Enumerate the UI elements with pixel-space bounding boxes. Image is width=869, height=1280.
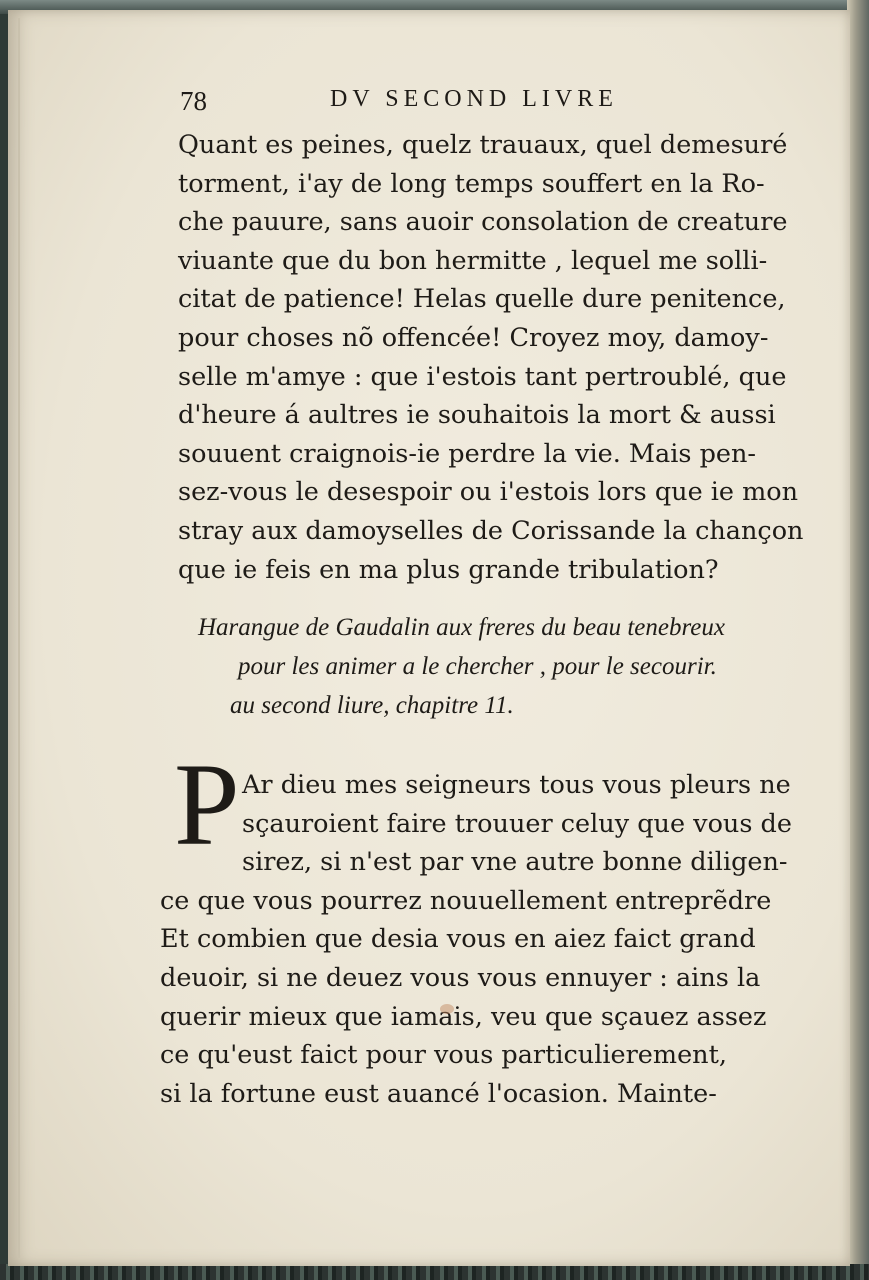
second-paragraph <box>160 766 792 1113</box>
text-line: Quant es peines, quelz trauaux, quel demesuré <box>178 130 788 160</box>
text-line: che pauure, sans auoir consolation de creature <box>178 207 788 238</box>
text-line: si la fortune eust auancé l'ocasion. Mainte- <box>160 1078 717 1109</box>
text-line: stray aux damoyselles de Corissande la chançon <box>178 515 804 546</box>
text-line: selle m'amye : que i'estois tant pertroublé, que <box>178 361 787 392</box>
drop-cap: P <box>174 739 240 870</box>
heading-line: au second liure, chapitre 11. <box>230 692 514 719</box>
text-line: querir mieux que iamais, veu que sçauez assez <box>160 1001 767 1032</box>
text-line: que ie feis en ma plus grande tribulation? <box>178 554 719 585</box>
text-line: ce que vous pourrez nouuellement entreprẽdre <box>160 885 772 916</box>
text-line: deuoir, si ne deuez vous vous ennuyer : ains la <box>160 962 761 993</box>
chapter-heading <box>198 608 798 725</box>
heading-line: pour les animer a le chercher , pour le secourir. <box>238 653 717 680</box>
book-fore-edge <box>847 0 869 1280</box>
page-header <box>180 86 680 130</box>
text-line: sez-vous le desespoir ou i'estois lors que ie mon <box>178 477 799 508</box>
text-line: d'heure á aultres ie souhaitois la mort & aussi <box>178 400 776 431</box>
text-line: souuent craignois-ie perdre la vie. Mais pen- <box>178 438 757 469</box>
body-paragraph <box>178 126 804 589</box>
paper-stain <box>440 1004 454 1014</box>
text-line: Et combien que desia vous en aiez faict grand <box>160 924 756 955</box>
text-line: Ar dieu mes seigneurs tous vous pleurs ne <box>242 770 791 800</box>
text-line: torment, i'ay de long temps souffert en la Ro- <box>178 168 765 199</box>
text-line: pour choses nõ offencée! Croyez moy, damoy- <box>178 322 769 353</box>
text-line: ce qu'eust faict pour vous particulierement, <box>160 1040 727 1071</box>
text-line: viuante que du bon hermitte , lequel me solli- <box>178 245 768 276</box>
text-line: sirez, si n'est par vne autre bonne diligen- <box>242 847 788 878</box>
heading-line: Harangue de Gaudalin aux freres du beau tenebreux <box>198 614 725 641</box>
text-line: sçauroient faire trouuer celuy que vous de <box>242 808 792 839</box>
running-head: DV SECOND LIVRE <box>330 86 618 112</box>
gutter-line <box>18 18 20 1258</box>
page-number: 78 <box>180 86 207 116</box>
text-line: citat de patience! Helas quelle dure penitence, <box>178 284 786 315</box>
book-bottom-edge <box>0 1264 869 1280</box>
